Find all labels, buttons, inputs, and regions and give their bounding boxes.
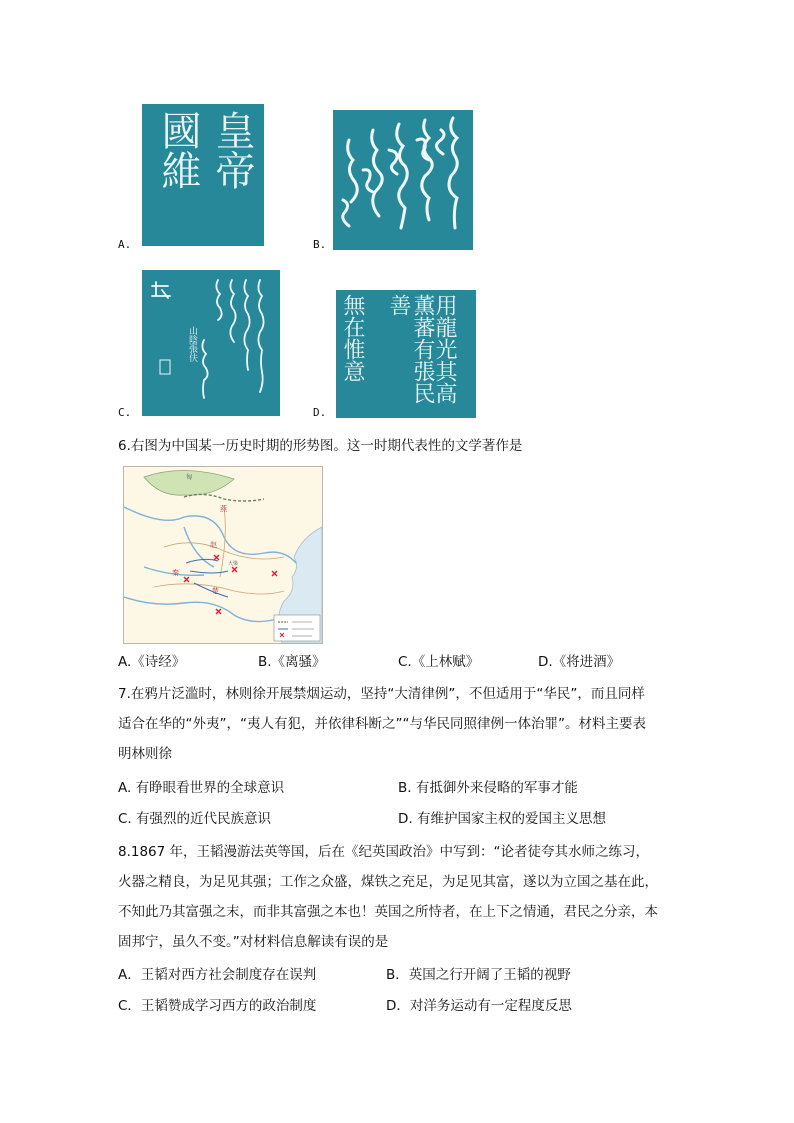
q8-option-d[interactable]: D．对洋务运动有一定程度反思 [386,998,572,1014]
map-label-qin: 秦 [172,569,179,577]
map-legend [274,615,320,641]
clerical-row-3: 無在惟意 [340,294,365,382]
map-label-yan: 燕 [220,505,227,513]
battle-marker-1 [232,567,237,572]
q7-option-c[interactable]: C. 有强烈的近代民族意识 [118,811,272,827]
q8-option-b[interactable]: B．英国之行开阔了王韬的视野 [386,967,571,983]
q6-option-c[interactable]: C.《上林赋》 [398,654,480,670]
option-a-label: A. [118,238,132,251]
campaign-arrow-2 [190,571,228,573]
yangtze-river [124,597,284,622]
clerical-row-1: 用龍光其高 [432,294,457,404]
map-label-north: 匈 [186,474,193,481]
q7-option-b[interactable]: B. 有抵御外来侵略的军事才能 [398,780,578,796]
q7-option-a[interactable]: A. 有睁眼看世界的全球意识 [118,780,285,796]
option-d-label: D. [313,406,327,419]
q8-option-a[interactable]: A．王韬对西方社会制度存在误判 [118,967,317,983]
calligraphy-signature: 山陰張伕 [187,326,197,362]
map-label-zhao: 赵 [210,541,217,549]
battle-marker-4 [216,609,221,614]
q6-option-a[interactable]: A.《诗经》 [118,654,186,670]
q6-map [123,466,323,644]
option-b-cursive-image [333,110,473,250]
q7-stem-line-3: 明林则徐 [118,746,172,762]
cursive-strokes [333,110,473,250]
option-a-seal-image [142,104,264,246]
yellow-river [124,507,296,563]
q6-map-svg [124,467,322,643]
battle-marker-2 [272,571,277,576]
q6-option-b[interactable]: B.《离骚》 [258,654,326,670]
campaign-arrow-3 [194,583,228,597]
battle-marker-3 [184,577,189,582]
q6-option-d[interactable]: D.《将进酒》 [538,654,621,670]
option-c-calligraphy-image [142,270,280,416]
campaign-arrow-1 [186,559,218,563]
q8-stem-line-4: 固邦宁，虽久不变。”对材料信息解读有误的是 [118,934,389,950]
seal-col-2: 國維 [155,110,201,190]
q8-stem-line-3: 不知此乃其富强之末，而非其富强之本也！英国之所恃者，在上下之情通，君民之分亲，本 [118,904,658,920]
q8-stem-line-2: 火器之精良，为足见其强；工作之众盛，煤铁之充足，为足见其富，遂以为立国之基在此， [118,874,658,890]
q8-stem-line-1: 8.1867 年，王韬漫游法英等国，后在《纪英国政治》中写到：“论者徒夸其水师之练习， [118,844,650,860]
calligraphy-strokes [142,270,280,416]
q7-stem-line-2: 适合在华的“外夷”，“夷人有犯，并依律科断之”“与华民同照律例一体治罪”。材料主要表 [118,716,646,732]
option-d-clerical-image [336,290,476,418]
option-c-label: C. [118,406,132,419]
q6-stem: 6.右图为中国某一历史时期的形势图。这一时期代表性的文学著作是 [118,438,523,454]
seal-col-1: 皇帝 [209,110,255,190]
great-wall-line [184,494,264,501]
map-label-city: 大梁 [228,561,239,567]
q8-option-c[interactable]: C．王韬赞成学习西方的政治制度 [118,998,317,1014]
option-b-label: B. [313,238,327,251]
map-label-chu: 楚 [212,587,219,595]
clerical-row-2: 薫蕃有張民善 [386,294,435,404]
q7-option-d[interactable]: D. 有维护国家主权的爱国主义思想 [398,811,606,827]
q7-stem-line-1: 7.在鸦片泛滥时，林则徐开展禁烟运动，坚持“大清律例”，不但适用于“华民”，而且同样 [118,686,645,702]
battle-marker-5 [214,555,219,560]
